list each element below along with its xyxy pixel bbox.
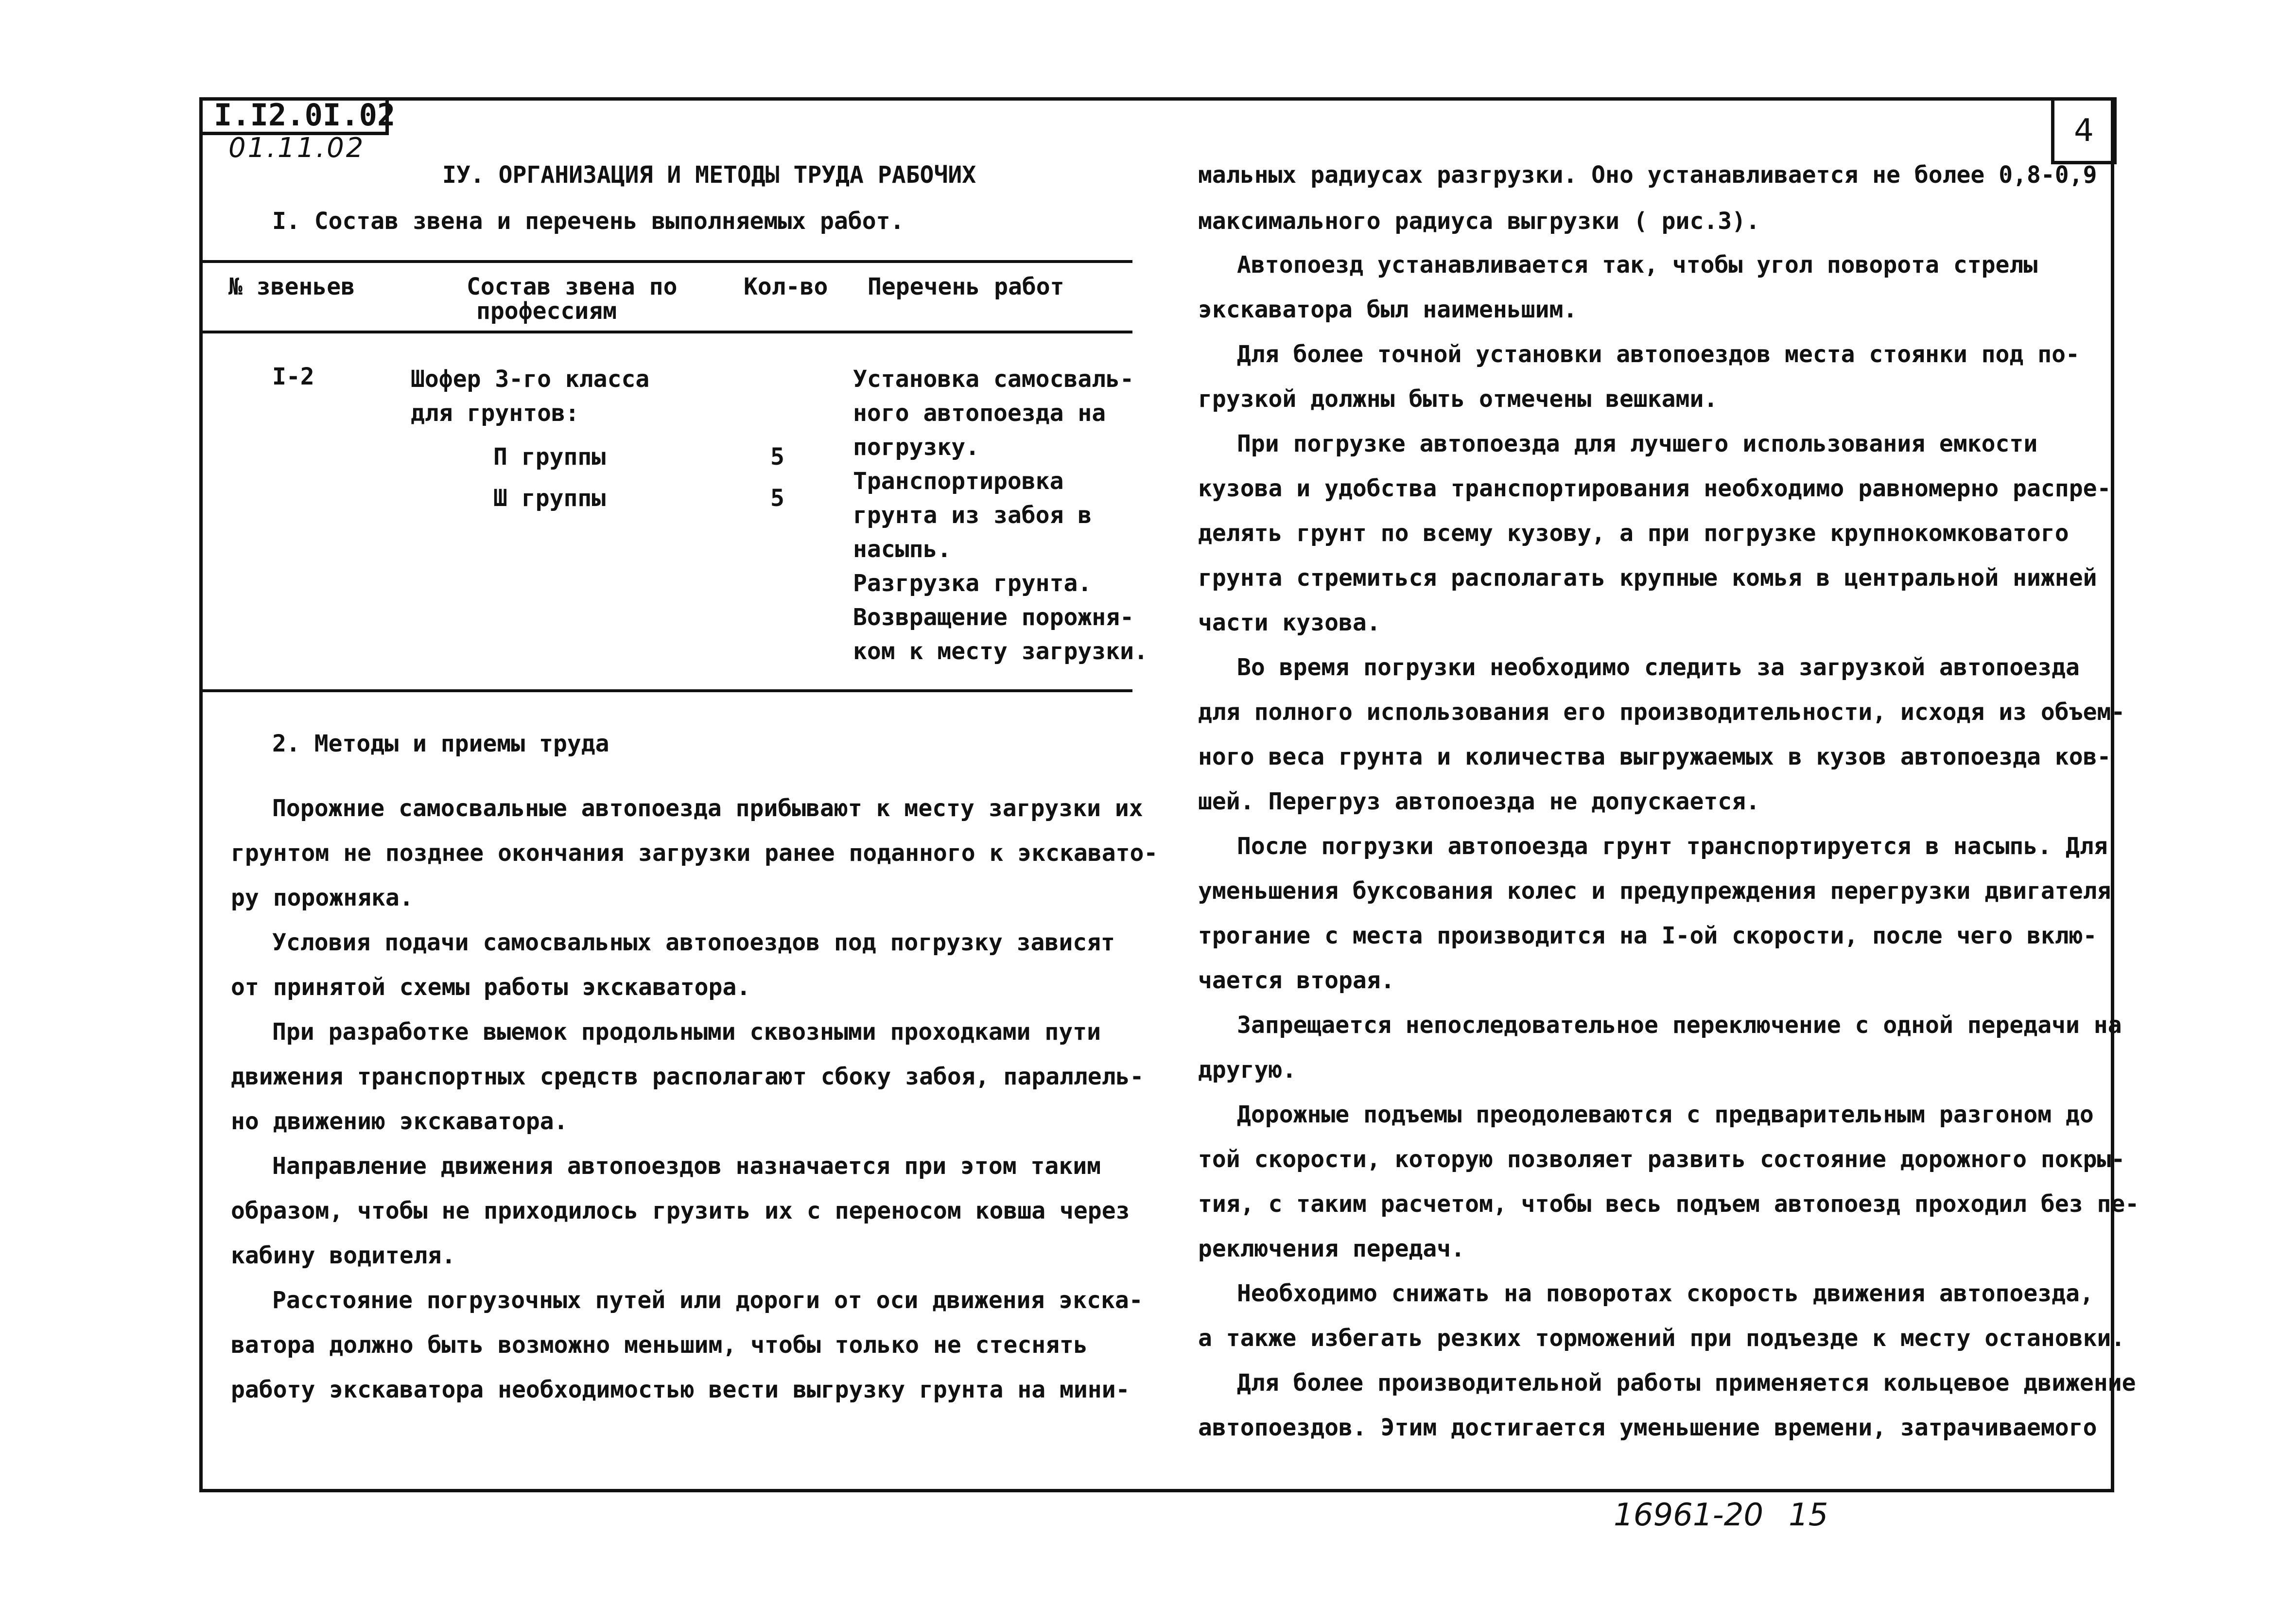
right-line: той скорости, которую позволяет развить состояние дорожного покры- (1198, 1146, 2125, 1173)
right-line: а также избегать резких торможений при подъезде к месту остановки. (1198, 1325, 2125, 1352)
left-line: ру порожняка. (231, 884, 414, 911)
table-cell-group-2: П группы (493, 443, 606, 471)
works-line: Разгрузка грунта. (853, 570, 1092, 597)
right-line: грунта стремиться располагать крупные комья в центральной нижней (1198, 564, 2097, 592)
table-header-rule (199, 331, 1132, 333)
table-bottom-rule (199, 689, 1132, 692)
left-line: грунтом не позднее окончания загрузки ранее поданного к экскавато- (231, 839, 1158, 867)
works-line: Транспортировка (853, 468, 1064, 495)
methods-heading: 2. Методы и приемы труда (272, 730, 609, 757)
right-line: При погрузке автопоезда для лучшего использования емкости (1237, 430, 2038, 457)
left-line: Порожние самосвальные автопоезда прибывают к месту загрузки их (272, 795, 1143, 822)
handwritten-date: 01.11.02 (228, 132, 365, 164)
left-line: образом, чтобы не приходилось грузить их с переносом ковша через (231, 1197, 1130, 1224)
right-line: реключения передач. (1198, 1235, 1465, 1262)
subsection-title: I. Состав звена и перечень выполняемых работ. (272, 208, 904, 235)
section-title: IУ. ОРГАНИЗАЦИЯ И МЕТОДЫ ТРУДА РАБОЧИХ (442, 161, 976, 189)
right-line: делять грунт по всему кузову, а при погрузке крупнокомковатого (1198, 520, 2069, 547)
right-line: экскаватора был наименьшим. (1198, 296, 1578, 323)
document-code: I.I2.0I.02 (199, 97, 389, 135)
right-line: Для более точной установки автопоездов места стоянки под по- (1237, 341, 2080, 368)
right-line: чается вторая. (1198, 967, 1395, 994)
left-line: Направление движения автопоездов назначается при этом таким (272, 1153, 1101, 1180)
table-cell-count-2: 5 (770, 443, 784, 471)
right-line: трогание с места производится на I-ой скорости, после чего вклю- (1198, 922, 2097, 949)
left-line: При разработке выемок продольными сквозными проходками пути (272, 1018, 1101, 1046)
right-line: Во время погрузки необходимо следить за загрузкой автопоезда (1237, 654, 2080, 681)
works-line: ного автопоезда на (853, 400, 1106, 427)
table-cell-count-3: 5 (770, 485, 784, 512)
right-line: мальных радиусах разгрузки. Оно устанавливается не более 0,8-0,9 (1198, 161, 2097, 189)
right-line: тия, с таким расчетом, чтобы весь подъем автопоезд проходил без пе- (1198, 1190, 2139, 1218)
right-line: максимального радиуса выгрузки ( рис.3). (1198, 208, 1760, 235)
table-header-works: Перечень работ (868, 273, 1064, 300)
table-header-num: № звеньев (228, 273, 355, 300)
right-line: ного веса грунта и количества выгружаемых в кузов автопоезда ков- (1198, 743, 2111, 770)
table-cell-group-3: Ш группы (493, 485, 606, 512)
left-line: работу экскаватора необходимостью вести выгрузку грунта на мини- (231, 1376, 1130, 1403)
table-top-rule (199, 260, 1132, 263)
right-line: грузкой должны быть отмечены вешками. (1198, 385, 1718, 413)
left-line: от принятой схемы работы экскаватора. (231, 974, 751, 1001)
right-line: Автопоезд устанавливается так, чтобы угол поворота стрелы (1237, 251, 2038, 279)
left-line: кабину водителя. (231, 1242, 456, 1269)
page-number: 4 (2051, 97, 2117, 164)
right-line: части кузова. (1198, 609, 1381, 636)
works-line: Установка самосваль- (853, 366, 1134, 393)
table-header-composition-2: профессиям (476, 297, 617, 325)
right-line: кузова и удобства транспортирования необходимо равномерно распре- (1198, 475, 2111, 502)
left-line: ватора должно быть возможно меньшим, чтобы только не стеснять (231, 1331, 1088, 1359)
right-line: Дорожные подъемы преодолеваются с предварительным разгоном до (1237, 1101, 2094, 1128)
table-cell-num: I-2 (272, 363, 314, 390)
right-line: Для более производительной работы применяется кольцевое движение (1237, 1369, 2136, 1397)
right-line: После погрузки автопоезда грунт транспортируется в насыпь. Для (1237, 833, 2108, 860)
works-line: Возвращение порожня- (853, 604, 1134, 631)
left-line: движения транспортных средств располагают сбоку забоя, параллель- (231, 1063, 1144, 1090)
works-line: насыпь. (853, 536, 952, 563)
right-line: Запрещается непоследовательное переключение с одной передачи на (1237, 1012, 2122, 1039)
right-line: для полного использования его производительности, исходя из объем- (1198, 699, 2125, 726)
works-line: погрузку. (853, 434, 980, 461)
left-line: Условия подачи самосвальных автопоездов под погрузку зависят (272, 929, 1115, 956)
footer-sheet-number: 15 (1789, 1497, 1828, 1533)
right-line: другую. (1198, 1056, 1297, 1084)
left-line: Расстояние погрузочных путей или дороги от оси движения экска- (272, 1287, 1143, 1314)
table-cell-composition-2: для грунтов: (411, 400, 579, 427)
table-header-composition: Состав звена по (467, 273, 678, 300)
left-line: но движению экскаватора. (231, 1108, 568, 1135)
right-line: уменьшения буксования колес и предупреждения перегрузки двигателя (1198, 877, 2111, 905)
footer-archive-number: 16961-20 (1614, 1497, 1764, 1533)
right-line: автопоездов. Этим достигается уменьшение времени, затрачиваемого (1198, 1414, 2097, 1441)
works-line: грунта из забоя в (853, 502, 1092, 529)
works-line: ком к месту загрузки. (853, 638, 1148, 665)
right-line: Необходимо снижать на поворотах скорость движения автопоезда, (1237, 1280, 2094, 1307)
right-line: шей. Перегруз автопоезда не допускается. (1198, 788, 1760, 815)
table-header-count: Кол-во (744, 273, 828, 300)
table-cell-composition: Шофер 3-го класса (411, 366, 650, 393)
